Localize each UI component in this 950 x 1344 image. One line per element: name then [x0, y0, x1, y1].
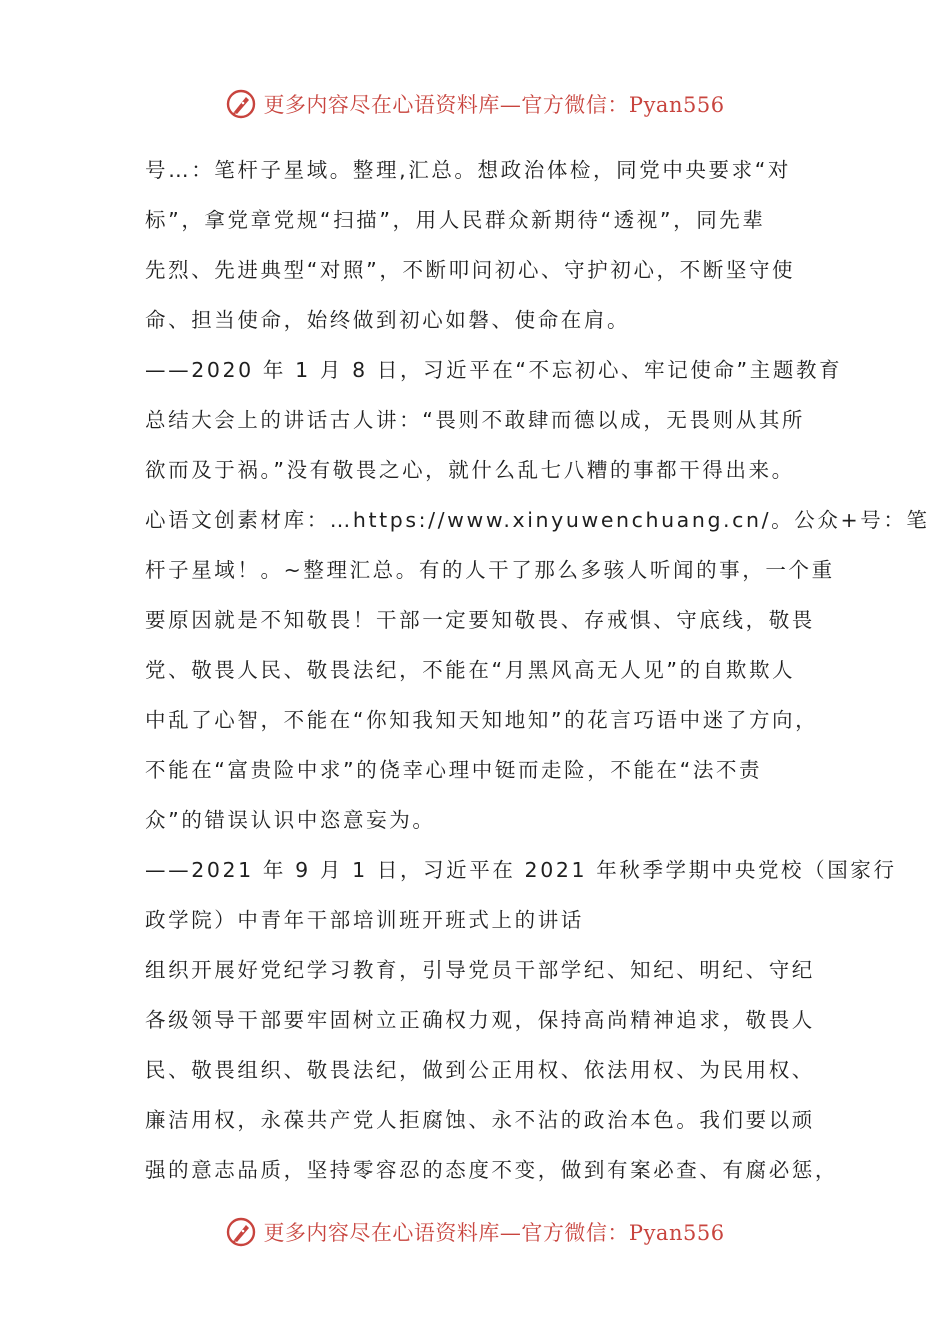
- text-line: 组织开展好党纪学习教育，引导党员干部学纪、知纪、明纪、守纪: [145, 958, 815, 982]
- text-line: 先烈、先进典型“对照”，不断叩问初心、守护初心，不断坚守使: [145, 258, 796, 282]
- text-line: 强的意志品质，坚持零容忍的态度不变，做到有案必查、有腐必惩，: [145, 1158, 838, 1182]
- text-line: 不能在“富贵险中求”的侥幸心理中铤而走险，不能在“法不责: [145, 758, 763, 782]
- header-banner: [0, 84, 950, 124]
- text-line: 号…：笔杆子星域。整理,汇总。想政治体检，同党中央要求“对: [145, 158, 792, 182]
- text-line: 各级领导干部要牢固树立正确权力观，保持高尚精神追求，敬畏人: [145, 1008, 815, 1032]
- text-line: ——2020 年 1 月 8 日，习近平在“不忘初心、牢记使命”主题教育: [145, 358, 843, 382]
- text-line: 总结大会上的讲话古人讲：“畏则不敢肆而德以成，无畏则从其所: [145, 408, 806, 432]
- header-banner-text: 更多内容尽在心语资料库—官方微信：Pyan556: [263, 93, 725, 117]
- text-line: 党、敬畏人民、敬畏法纪，不能在“月黑风高无人见”的自欺欺人: [145, 658, 796, 682]
- text-line: ——2021 年 9 月 1 日，习近平在 2021 年秋季学期中央党校（国家行: [145, 858, 897, 882]
- pen-nib-logo-icon: [225, 88, 257, 120]
- text-line: 标”，拿党章党规“扫描”，用人民群众新期待“透视”，同先辈: [145, 208, 766, 232]
- text-line: 欲而及于祸。”没有敬畏之心，就什么乱七八糟的事都干得出来。: [145, 458, 795, 482]
- text-line: 中乱了心智，不能在“你知我知天知地知”的花言巧语中迷了方向，: [145, 708, 819, 732]
- footer-banner: [0, 1212, 950, 1252]
- text-line: 杆子星域！。~整理汇总。有的人干了那么多骇人听闻的事，一个重: [145, 558, 835, 582]
- body-text: [145, 145, 930, 1195]
- text-line: 众”的错误认识中恣意妄为。: [145, 808, 436, 832]
- footer-banner-text: 更多内容尽在心语资料库—官方微信：Pyan556: [263, 1221, 725, 1245]
- text-line: 民、敬畏组织、敬畏法纪，做到公正用权、依法用权、为民用权、: [145, 1058, 815, 1082]
- text-line: 心语文创素材库：…https://www.xinyuwenchuang.cn/。公众+号：笔: [145, 508, 930, 532]
- text-line: 要原因就是不知敬畏！干部一定要知敬畏、存戒惧、守底线，敬畏: [145, 608, 815, 632]
- footer-banner-inner: [225, 1216, 724, 1248]
- text-line: 政学院）中青年干部培训班开班式上的讲话: [145, 908, 584, 932]
- header-banner-inner: [225, 88, 724, 120]
- text-line: 命、担当使命，始终做到初心如磐、使命在肩。: [145, 308, 631, 332]
- pen-nib-logo-icon: [225, 1216, 257, 1248]
- text-line: 廉洁用权，永葆共产党人拒腐蚀、永不沾的政治本色。我们要以顽: [145, 1108, 815, 1132]
